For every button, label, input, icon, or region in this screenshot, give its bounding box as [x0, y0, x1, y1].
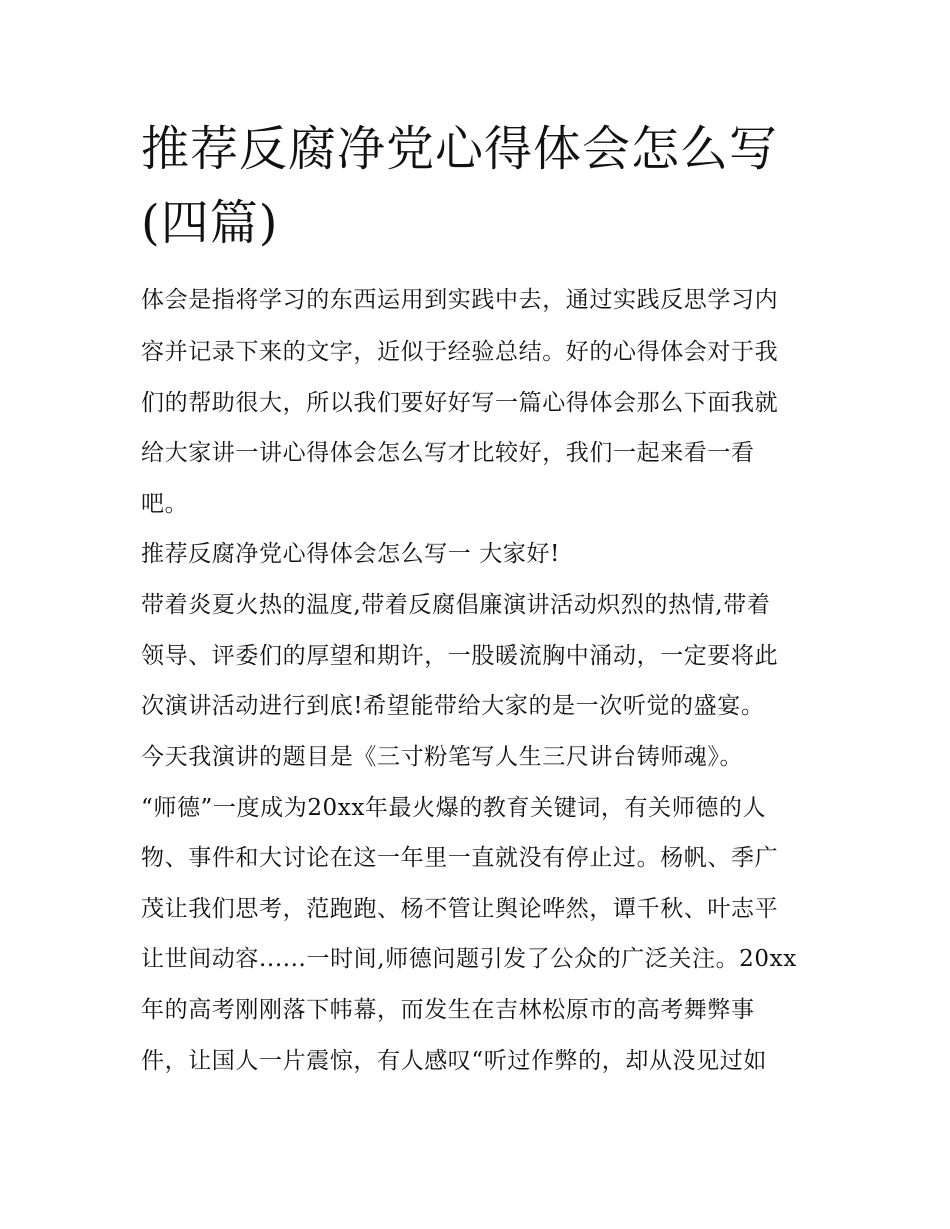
body-line: 们的帮助很大，所以我们要好好写一篇心得体会那么下面我就 — [141, 390, 779, 416]
body-line: 吧。 — [141, 491, 189, 517]
body-line: 年的高考刚刚落下帏幕，而发生在吉林松原市的高考舞弊事 — [141, 997, 755, 1023]
body-line: 容并记录下来的文字，近似于经验总结。好的心得体会对于我 — [141, 339, 779, 365]
section-heading: 推荐反腐净党心得体会怎么写一 大家好! — [141, 541, 560, 567]
body-line: 物、事件和大讨论在这一年里一直就没有停止过。杨帆、季广 — [141, 845, 779, 871]
body-line: 体会是指将学习的东西运用到实践中去，通过实践反思学习内 — [141, 287, 779, 313]
title-line-2: (四篇) — [141, 195, 279, 251]
body-line: “师德”一度成为20xx年最火爆的教育关键词，有关师德的人 — [141, 795, 767, 821]
body-line: 给大家讲一讲心得体会怎么写才比较好，我们一起来看一看 — [141, 440, 755, 466]
body-line: 领导、评委们的厚望和期许，一股暖流胸中涌动，一定要将此 — [141, 643, 779, 669]
body-line: 茂让我们思考，范跑跑、杨不管让舆论哗然，谭千秋、叶志平 — [141, 896, 779, 922]
title-line-1: 推荐反腐净党心得体会怎么写 — [141, 121, 779, 177]
body-line: 次演讲活动进行到底!希望能带给大家的是一次听觉的盛宴。 — [141, 693, 765, 719]
body-line: 带着炎夏火热的温度,带着反腐倡廉演讲活动炽烈的热情,带着 — [141, 592, 771, 618]
body-line: 今天我演讲的题目是《三寸粉笔写人生三尺讲台铸师魂》。 — [141, 744, 744, 770]
document-title — [141, 112, 821, 260]
body-line: 件，让国人一片震惊，有人感叹“听过作弊的，却从没见过如 — [141, 1048, 767, 1074]
body-line: 让世间动容......一时间,师德问题引发了公众的广泛关注。20xx — [141, 946, 797, 972]
